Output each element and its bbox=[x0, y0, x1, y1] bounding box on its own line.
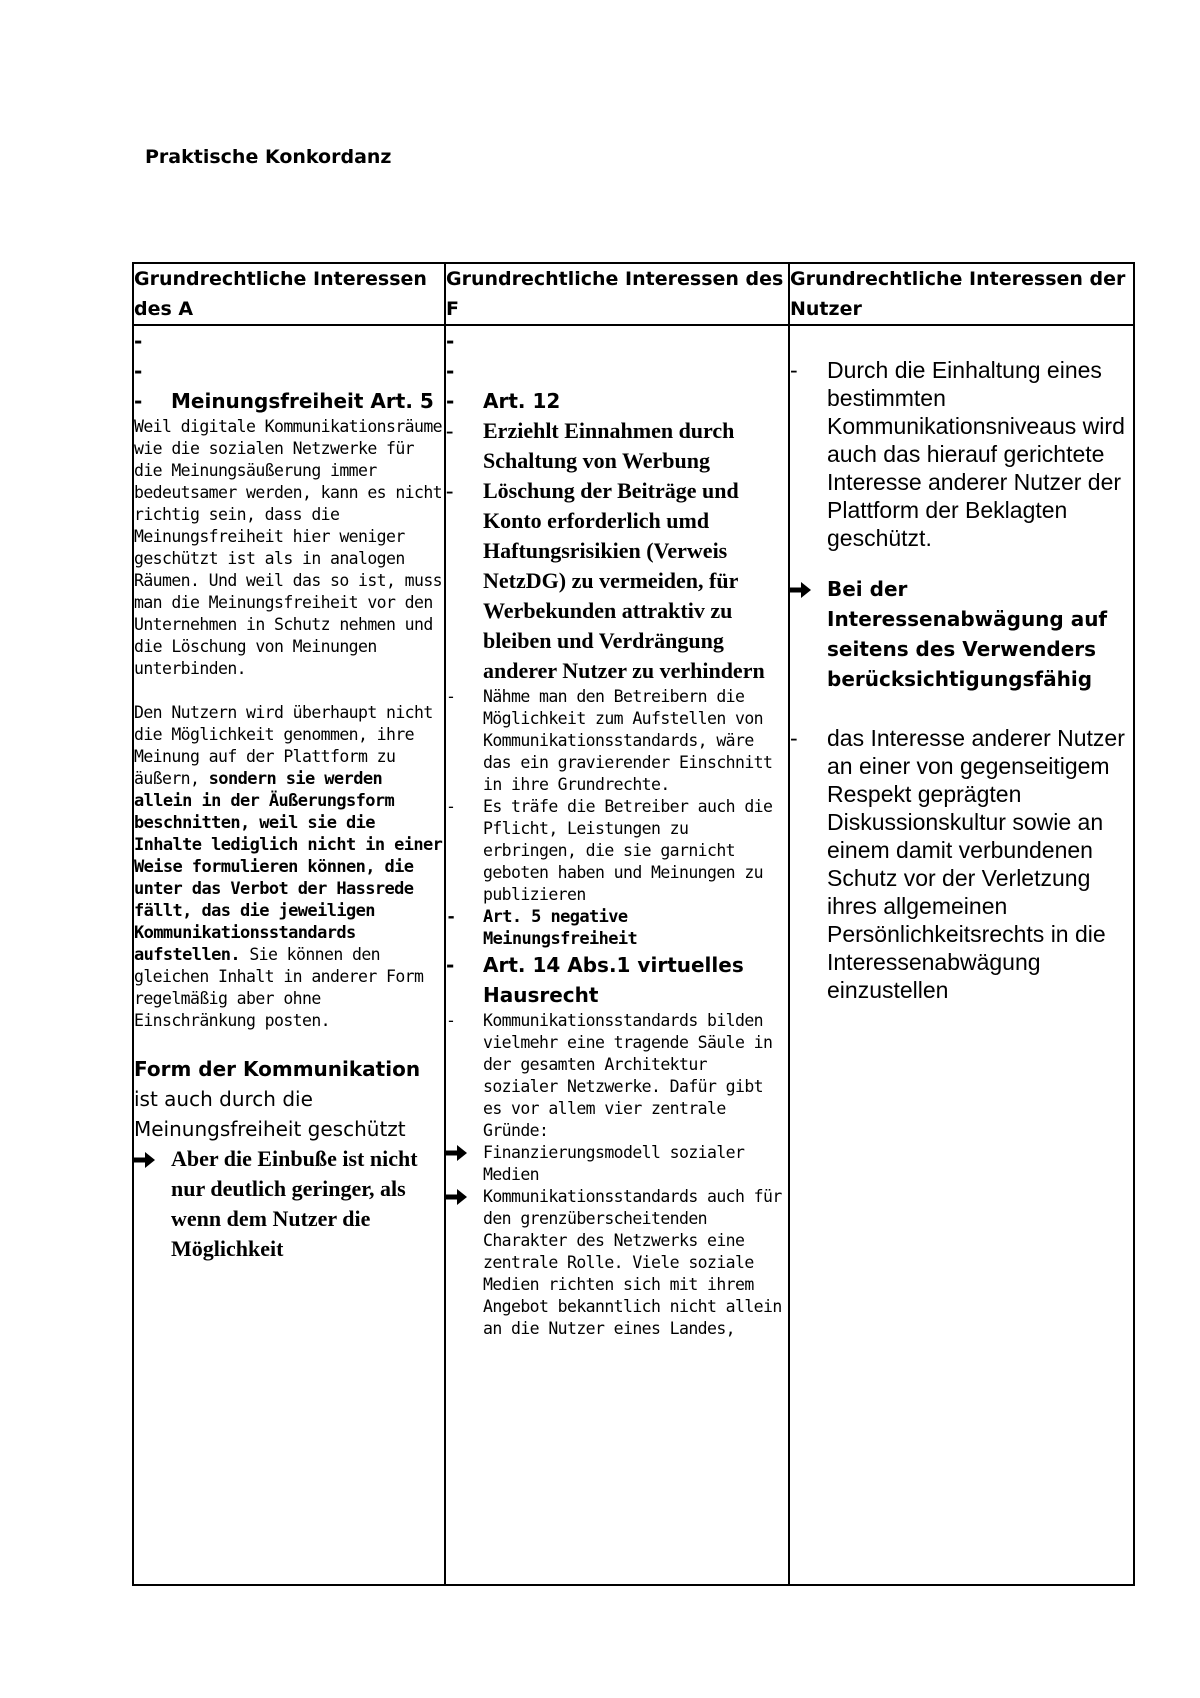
item-text: Nähme man den Betreibern die Möglichkeit zum Aufstellen von Kommunikationsstandards, wäre das ein gravierender Einschnitt in ihre Grundrechte. bbox=[483, 687, 773, 794]
paragraph-start: Den Nutzern wird überhaupt nicht die Möglichkeit genommen, ihre Meinung auf der Plattform zu äußern, bbox=[134, 703, 433, 788]
bullet-dash: - bbox=[790, 725, 798, 751]
header-interessen-a: Grundrechtliche Interessen des A bbox=[133, 263, 445, 325]
list-item-kommunikationsstandards bbox=[446, 1010, 788, 1142]
paragraph-bold: sondern sie werden allein in der Äußerungsform beschnitten, weil sie die Inhalte lediglich nicht in einer Weise formulieren können, die unter das Verbot der Hassrede fällt, das die jeweiligen Kommunikationsstandards aufstellen. bbox=[134, 769, 443, 965]
bullet-dash: - bbox=[134, 389, 143, 413]
header-interessen-nutzer: Grundrechtliche Interessen der Nutzer bbox=[789, 263, 1134, 325]
list-item-naehme bbox=[446, 686, 788, 796]
item-text: Finanzierungsmodell sozialer Medien bbox=[483, 1143, 745, 1184]
item-text: Aber die Einbuße ist nicht nur deutlich geringer, als wenn dem Nutzer die Möglichkeit bbox=[171, 1146, 418, 1261]
column-nutzer-cell bbox=[789, 325, 1134, 1585]
konkordanz-table bbox=[132, 262, 1135, 1586]
item-text: Kommunikationsstandards bilden vielmehr eine tragende Säule in der gesamten Architektur sozialer Netzwerke. Dafür gibt es vor allem vier zentrale Gründe: bbox=[483, 1011, 773, 1140]
bullet-dash: - bbox=[446, 907, 456, 927]
list-item-einnahmen bbox=[446, 416, 788, 476]
bullet-dash: - bbox=[446, 418, 454, 443]
item-text: Durch die Einhaltung eines bestimmten Kommunikationsniveaus wird auch das hierauf gerichtete Interesse anderer Nutzer der Plattform der Beklagten geschützt. bbox=[827, 357, 1125, 551]
bullet-dash: - bbox=[446, 953, 455, 977]
list-item bbox=[446, 326, 788, 356]
table-body-row bbox=[133, 325, 1134, 1585]
bullet-dash: - bbox=[446, 389, 455, 413]
item-text: Art. 5 negative Meinungsfreiheit bbox=[483, 907, 638, 949]
arrow-right-icon bbox=[444, 1188, 468, 1206]
page-title: Praktische Konkordanz bbox=[145, 146, 392, 168]
item-text: Es träfe die Betreiber auch die Pflicht, Leistungen zu erbringen, die sie garnicht geboten haben und Meinungen zu publizieren bbox=[483, 797, 773, 904]
form-bold: Form der Kommunikation bbox=[134, 1057, 421, 1081]
bullet-dash: - bbox=[446, 329, 455, 353]
bullet-dash: - bbox=[134, 329, 143, 353]
bullet-dash: - bbox=[446, 1011, 456, 1030]
item-text: Meinungsfreiheit Art. 5 bbox=[171, 389, 434, 413]
bullet-dash: - bbox=[790, 357, 798, 383]
arrow-item bbox=[134, 1144, 444, 1264]
column-a-cell bbox=[133, 325, 445, 1585]
table-header-row bbox=[133, 263, 1134, 325]
arrow-item-finanzierung bbox=[446, 1142, 788, 1186]
arrow-item-interessenabwaegung bbox=[790, 574, 1133, 694]
paragraph-end: Sie können den gleichen Inhalt in anderer Form regelmäßig aber ohne Einschränkung posten. bbox=[134, 945, 424, 1030]
item-text: Art. 12 bbox=[483, 389, 561, 413]
item-text: Art. 14 Abs.1 virtuelles Hausrecht bbox=[483, 953, 744, 1007]
bullet-dash: - bbox=[134, 359, 143, 383]
item-text: das Interesse anderer Nutzer an einer von gegenseitigem Respekt geprägten Diskussionskultur sowie an einem damit verbundenen Schutz vor der Verletzung ihres allgemeinen Persönlichkeitsrechts in die Interessenabwägung einzustellen bbox=[827, 725, 1125, 1003]
list-item-kommunikationsniveau bbox=[790, 356, 1133, 552]
list-item-diskussionskultur bbox=[790, 724, 1133, 1004]
arrow-item-grenzueberschreitend bbox=[446, 1186, 788, 1340]
list-item bbox=[446, 356, 788, 386]
arrow-right-icon bbox=[788, 581, 812, 599]
item-text: Kommunikationsstandards auch für den grenzüberscheitenden Charakter des Netzwerks eine zentrale Rolle. Viele soziale Medien richten sich mit ihrem Angebot bekanntlich nicht allein an die Nutzer eines Landes, bbox=[483, 1187, 782, 1338]
list-item bbox=[134, 356, 444, 386]
bullet-dash: - bbox=[446, 687, 456, 706]
list-item-art12 bbox=[446, 386, 788, 416]
list-item-negative-meinungsfreiheit bbox=[446, 906, 788, 950]
item-text: Erziehlt Einnahmen durch Schaltung von Werbung bbox=[483, 418, 735, 473]
arrow-right-icon bbox=[444, 1144, 468, 1162]
form-der-kommunikation bbox=[134, 1054, 444, 1144]
list-item-meinungsfreiheit bbox=[134, 386, 444, 416]
paragraph-digital-spaces: Weil digitale Kommunikationsräume wie die sozialen Netzwerke für die Meinungsäußerung immer bedeutsamer werden, kann es nicht richtig sein, dass die Meinungsfreiheit hier weniger geschützt ist als in analogen Räumen. Und weil das so ist, muss man die Meinungsfreiheit vor den Unternehmen in Schutz nehmen und die Löschung von Meinungen unterbinden. bbox=[134, 417, 443, 678]
item-text: Bei der Interessenabwägung auf seitens des Verwenders berücksichtigungsfähig bbox=[827, 577, 1108, 691]
arrow-right-icon bbox=[132, 1151, 156, 1169]
header-interessen-f: Grundrechtliche Interessen des F bbox=[445, 263, 789, 325]
list-item-hausrecht bbox=[446, 950, 788, 1010]
bullet-dash: - bbox=[446, 478, 454, 503]
item-text: Löschung der Beiträge und Konto erforderlich umd Haftungsrisikien (Verweis NetzDG) zu vermeiden, für Werbekunden attraktiv zu bleiben und Verdrängung anderer Nutzer zu verhindern bbox=[483, 478, 765, 683]
bullet-dash: - bbox=[446, 359, 455, 383]
list-item-loeschung bbox=[446, 476, 788, 686]
list-item-betreiber bbox=[446, 796, 788, 906]
list-item bbox=[134, 326, 444, 356]
column-f-cell bbox=[445, 325, 789, 1585]
bullet-dash: - bbox=[446, 797, 456, 816]
paragraph-nutzer bbox=[134, 702, 444, 1032]
form-rest: ist auch durch die Meinungsfreiheit geschützt bbox=[134, 1087, 406, 1141]
